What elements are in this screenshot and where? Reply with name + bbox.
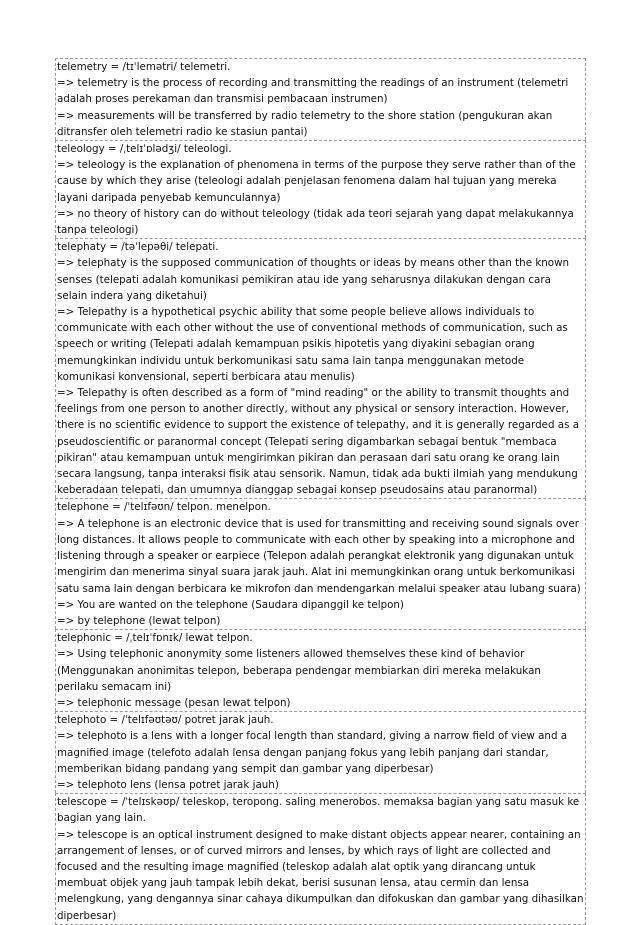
entry-headword: telephoto = /ˈtelɪfəʊtəʊ/ potret jarak jauh. (57, 714, 274, 727)
entry-headword: telephonic = /ˌtelɪˈfɒnɪk/ lewat telpon. (57, 632, 253, 645)
entry-definition: => telephoto is a lens with a longer focal length than standard, giving a narrow field of view and a magnified image (telefoto adalah lensa dengan panjang fokus yang lebih panjang dari standar, memberikan bidang pandang yang sempit dan gambar yang diperbesar) (57, 730, 571, 775)
entry-example: => You are wanted on the telephone (Saudara dipanggil ke telpon) (57, 598, 404, 611)
entry-telemetry (55, 58, 586, 140)
entry-telephone (55, 498, 586, 629)
entry-example: => by telephone (lewat telpon) (57, 614, 221, 627)
entry-telephonic (55, 629, 586, 711)
entry-example: => Telepathy is often described as a form of "mind reading" or the ability to transmit thoughts and feelings from one person to another directly, without any physical or sensory interaction. However, there is no scientific evidence to support the existence of telepathy, and it is generally regarded as a pseudoscientific or paranormal concept (Telepati sering digambarkan sebagai bentuk "membaca pikiran" atau kemampuan untuk mengirimkan pikiran dan perasaan dari satu orang ke orang lain secara langsung, tanpa interaksi fisik atau sensorik. Namun, tidak ada bukti ilmiah yang mendukung keberadaan telepati, dan umumnya dianggap sebagai konsep pseudosains atau paranormal) (57, 387, 583, 497)
entry-headword: telephaty = /təˈlepəθi/ telepati. (57, 241, 219, 254)
entry-example: => Telepathy is a hypothetical psychic ability that some people believe allows individuals to communicate with each other without the use of conventional methods of communication, such as speech or writing (Telepati adalah kemampuan psikis hipotetis yang diyakini sebagian orang memungkinkan individu untuk berkomunikasi satu sama lain tanpa menggunakan metode komunikasi konvensional, seperti berbicara atau menulis) (57, 306, 572, 383)
entry-headword: telescope = /ˈtelɪskəʊp/ teleskop, teropong. saling menerobos. memaksa bagian yang satu masuk ke bagian yang lain. (57, 796, 583, 825)
entry-example: => telephoto lens (lensa potret jarak jauh) (57, 778, 279, 791)
entry-definition: => A telephone is an electronic device that is used for transmitting and receiving sound signals over long distances. It allows people to communicate with each other by speaking into a microphone and listening through a speaker or earpiece (Telepon adalah perangkat elektronik yang digunakan untuk mengirim dan menerima sinyal suara jarak jauh. Alat ini memungkinkan orang untuk berkomunikasi satu sama lain dengan berbicara ke mikrofon dan mendengarkan melalui speaker atau lubang suara) (57, 517, 583, 595)
entry-teleology (55, 140, 586, 238)
entry-telescope (55, 793, 586, 925)
entry-example: => measurements will be transferred by radio telemetry to the shore station (pengukuran akan ditransfer oleh telemetri radio ke stasiun pantai) (57, 109, 556, 138)
entry-headword: teleology = /ˌtelɪˈɒlədʒi/ teleologi. (57, 143, 232, 156)
entry-definition: => Using telephonic anonymity some listeners allowed themselves these kind of behavior (Menggunakan anonimitas telepon, beberapa pendengar membiarkan diri mereka melakukan perilaku semacam ini) (57, 648, 545, 693)
entry-telephaty (55, 238, 586, 498)
entry-definition: => telemetry is the process of recording and transmitting the readings of an instrument (telemetri adalah proses perekaman dan transmisi pembacaan instrumen) (57, 77, 572, 106)
entry-definition: => telephaty is the supposed communication of thoughts or ideas by means other than the known senses (telepati adalah komunikasi pemikiran atau ide yang seharusnya dilakukan dengan cara selain indera yang diketahui) (57, 257, 573, 302)
entry-example: => telephonic message (pesan lewat telpon) (57, 696, 291, 709)
entry-telephoto (55, 711, 586, 793)
entry-definition: => telescope is an optical instrument designed to make distant objects appear nearer, containing an arrangement of lenses, or of curved mirrors and lenses, by which rays of light are collected and focused and the resulting image magnified (teleskop adalah alat optik yang dirancang untuk membuat objek yang jauh tampak lebih dekat, berisi susunan lensa, atau cermin dan lensa melengkung, yang dengannya sinar cahaya dikumpulkan dan difokuskan dan gambar yang dihasilkan diperbesar) (57, 828, 587, 922)
entry-example: => no theory of history can do without teleology (tidak ada teori sejarah yang dapat melakukannya tanpa teleologi) (57, 207, 578, 237)
dictionary-page (55, 58, 586, 925)
entry-definition: => teleology is the explanation of phenomena in terms of the purpose they serve rather than of the cause by which they arise (teleologi adalah penjelasan fenomena dalam hal tujuan yang mereka layani daripada penyebab kemunculannya) (57, 159, 579, 204)
entry-headword: telemetry = /tɪˈlemətri/ telemetri. (57, 61, 231, 73)
entry-headword: telephone = /ˈtelɪfəʊn/ telpon. menelpon. (57, 501, 271, 514)
